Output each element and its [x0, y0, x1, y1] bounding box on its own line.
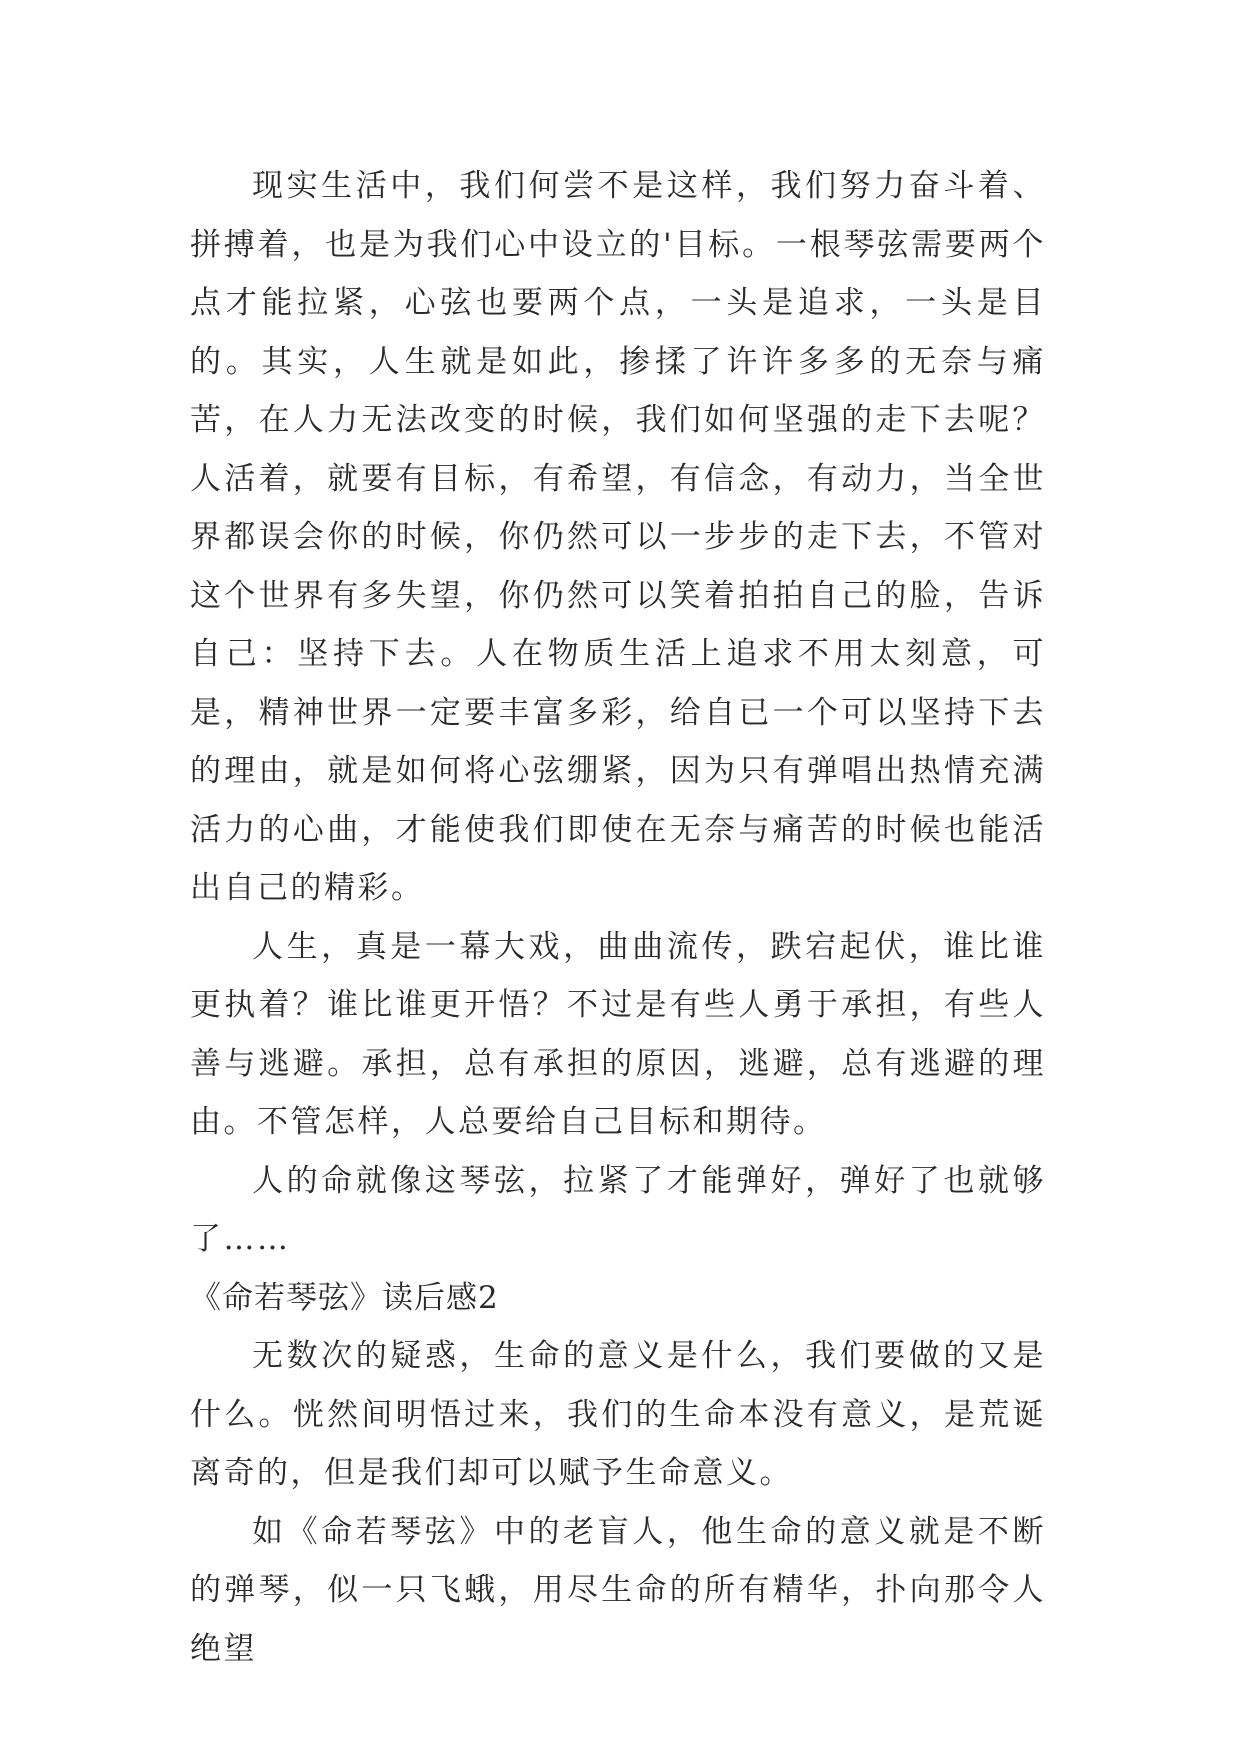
paragraph: 人生，真是一幕大戏，曲曲流传，跌宕起伏，谁比谁更执着？谁比谁更开悟？不过是有些人勇于承担，有些人善与逃避。承担，总有承担的原因，逃避，总有逃避的理由。不管怎样，人总要给自己目标和期待。: [190, 928, 1046, 1140]
paragraph: 现实生活中，我们何尝不是这样，我们努力奋斗着、拼搏着，也是为我们心中设立的'目标。一根琴弦需要两个点才能拉紧，心弦也要两个点，一头是追求，一头是目的。其实，人生就是如此，掺揉了许许多多的无奈与痛苦，在人力无法改变的时候，我们如何坚强的走下去呢？人活着，就要有目标，有希望，有信念，有动力，当全世界都误会你的时候，你仍然可以一步步的走下去，不管对这个世界有多失望，你仍然可以笑着拍拍自己的脸，告诉自己：坚持下去。人在物质生活上追求不用太刻意，可是，精神世界一定要丰富多彩，给自已一个可以坚持下去的理由，就是如何将心弦绷紧，因为只有弹唱出热情充满活力的心曲，才能使我们即使在无奈与痛苦的时候也能活出自己的精彩。: [190, 168, 1046, 906]
paragraph: 人的命就像这琴弦，拉紧了才能弹好，弹好了也就够了……: [190, 1162, 1046, 1257]
section-heading: 《命若琴弦》读后感2: [190, 1279, 499, 1316]
paragraph: 无数次的疑惑，生命的意义是什么，我们要做的又是什么。恍然间明悟过来，我们的生命本没有意义，是荒诞离奇的，但是我们却可以赋予生命意义。: [190, 1338, 1046, 1491]
document-body: [190, 157, 1046, 1678]
paragraph: 如《命若琴弦》中的老盲人，他生命的意义就是不断的弹琴，似一只飞蛾，用尽生命的所有精华，扑向那令人绝望: [190, 1513, 1046, 1667]
